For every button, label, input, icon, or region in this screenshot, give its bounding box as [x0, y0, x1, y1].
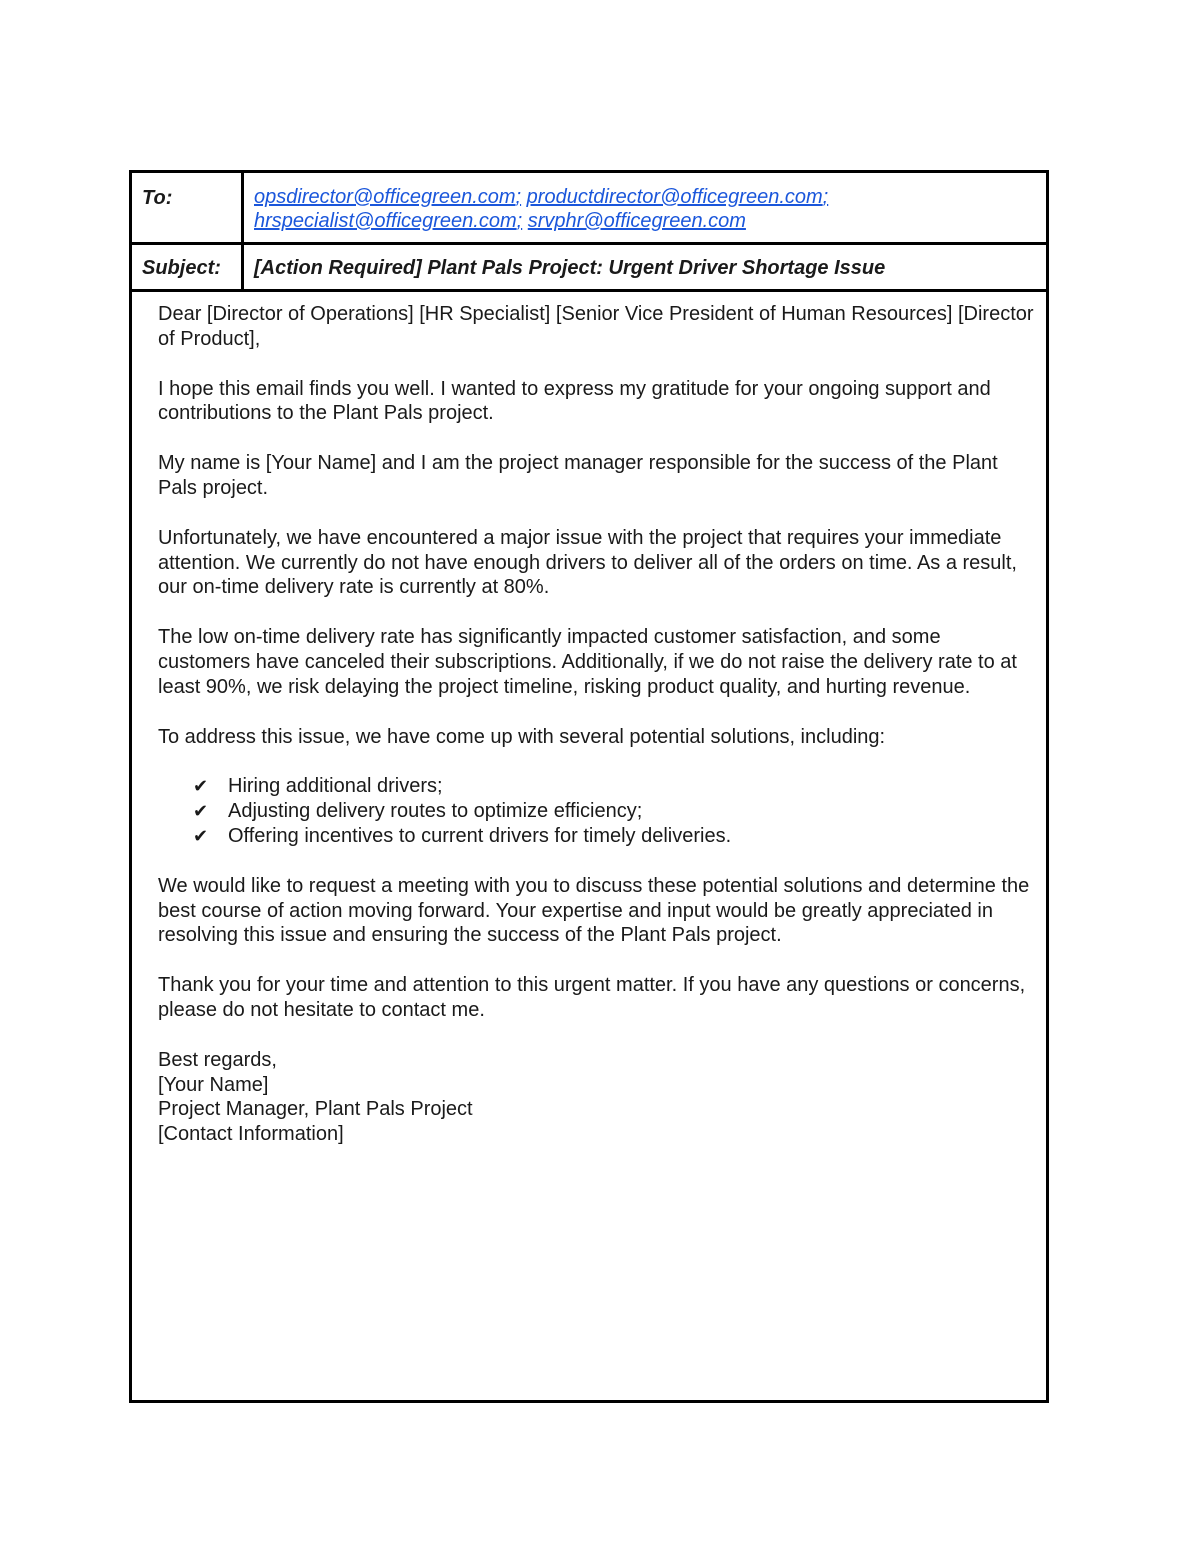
signature-name: [Your Name] [158, 1073, 269, 1096]
greeting-paragraph: Dear [Director of Operations] [HR Specialist] [Senior Vice President of Human Resources] [Director of Product], [158, 303, 1034, 350]
subject-text: [Action Required] Plant Pals Project: Urgent Driver Shortage Issue [254, 257, 886, 279]
list-item [193, 774, 1034, 799]
signature-title: Project Manager, Plant Pals Project [158, 1098, 473, 1121]
thanks-paragraph: Thank you for your time and attention to this urgent matter. If you have any questions or concerns, please do not hesitate to contact me. [158, 974, 1026, 1021]
identity-paragraph: My name is [Your Name] and I am the project manager responsible for the success of the Plant Pals project. [158, 452, 998, 499]
recipient-separator: ; [822, 186, 829, 208]
intro-paragraph: I hope this email finds you well. I wanted to express my gratitude for your ongoing support and contributions to the Plant Pals project. [158, 377, 991, 425]
solution-text: Offering incentives to current drivers for timely deliveries. [228, 824, 732, 847]
recipient-link-svp-hr[interactable]: srvphr@officegreen.com [527, 210, 746, 232]
subject-label: Subject: [132, 245, 244, 289]
email-body [132, 292, 1046, 1147]
signature-contact: [Contact Information] [158, 1123, 344, 1146]
list-item [193, 799, 1034, 824]
solutions-list [158, 774, 1034, 848]
recipient-link-ops-director[interactable]: opsdirector@officegreen.com [254, 186, 516, 208]
impact-paragraph: The low on-time delivery rate has significantly impacted customer satisfaction, and some customers have canceled their subscriptions. Additionally, if we do not raise the delivery rate to at least 90%, we risk delaying the project timeline, risking product quality, and hurting revenue. [158, 626, 1017, 698]
recipient-separator: ; [516, 210, 523, 232]
list-item [193, 824, 1034, 849]
to-row [132, 173, 1046, 245]
solution-text: Hiring additional drivers; [228, 775, 443, 798]
solution-text: Adjusting delivery routes to optimize efficiency; [228, 800, 643, 823]
signature-block [158, 1048, 1034, 1147]
check-mark-icon: ✔ [193, 776, 209, 797]
subject-row [132, 245, 1046, 292]
check-mark-icon: ✔ [193, 825, 209, 846]
meeting-request-paragraph: We would like to request a meeting with you to discuss these potential solutions and determine the best course of action moving forward. Your expertise and input would be greatly appreciated in resolving this issue and ensuring the success of the Plant Pals project. [158, 874, 1030, 947]
issue-paragraph: Unfortunately, we have encountered a major issue with the project that requires your immediate attention. We currently do not have enough drivers to deliver all of the orders on time. As a result, our on-time delivery rate is currently at 80%. [158, 526, 1017, 599]
recipient-link-hr-specialist[interactable]: hrspecialist@officegreen.com [254, 210, 517, 232]
to-label: To: [132, 173, 244, 242]
email-template-table [129, 170, 1049, 1403]
recipient-link-product-director[interactable]: productdirector@officegreen.com [526, 186, 823, 208]
check-mark-icon: ✔ [193, 801, 209, 822]
recipient-separator: ; [515, 186, 522, 208]
signature-closing: Best regards, [158, 1048, 277, 1071]
recipients-field [244, 173, 1046, 242]
solutions-intro-paragraph: To address this issue, we have come up with several potential solutions, including: [158, 725, 886, 748]
